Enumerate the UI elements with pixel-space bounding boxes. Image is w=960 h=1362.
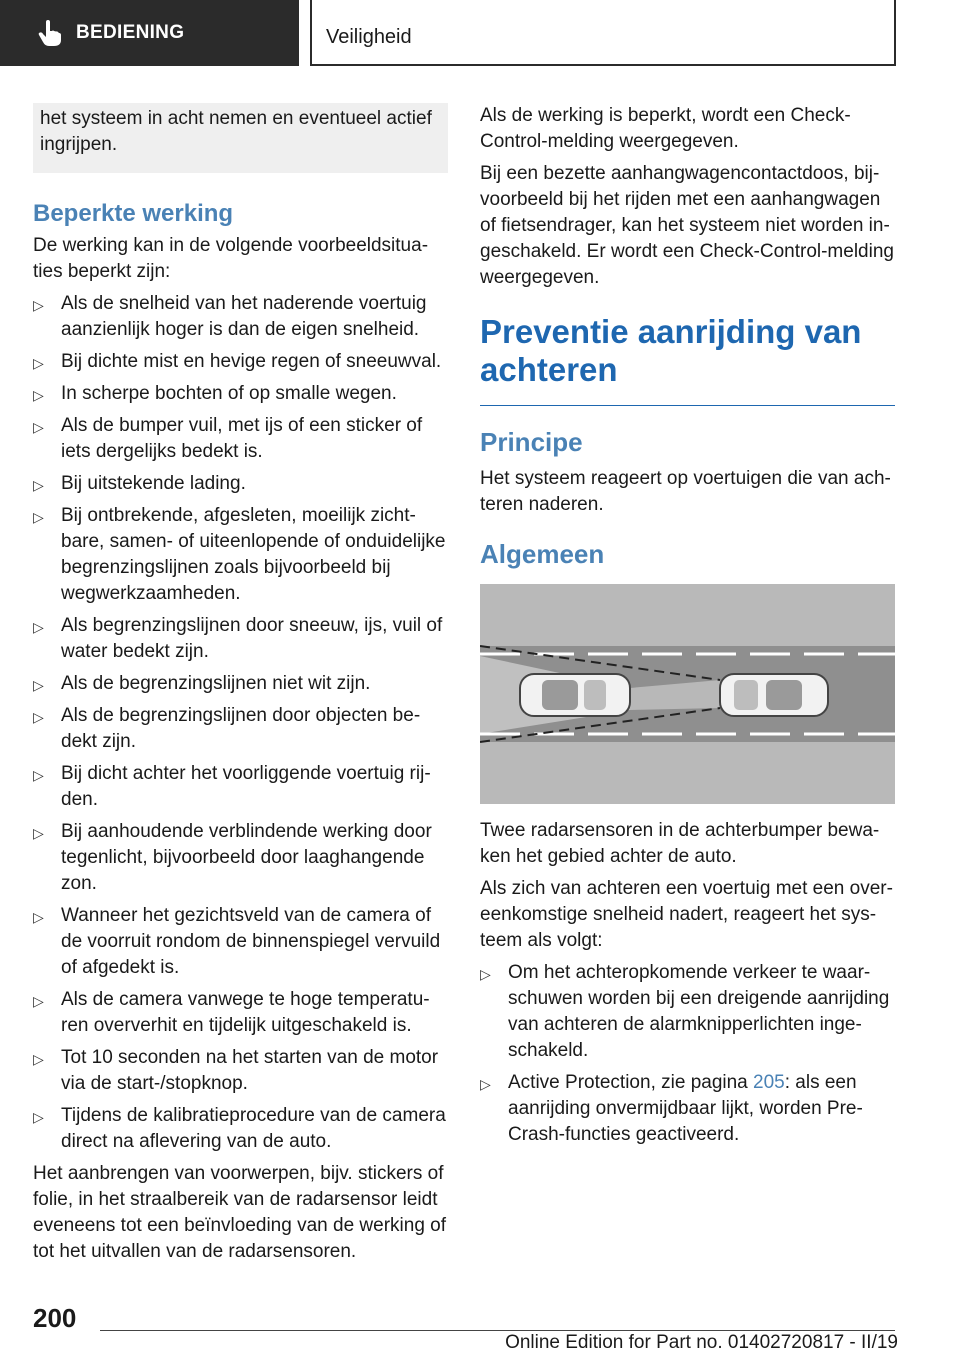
heading-principe: Principe	[480, 427, 583, 457]
list-item: ▷ Bij dicht achter het voorliggende voertuig rijden.	[33, 763, 431, 810]
section-title: Veiligheid	[310, 0, 896, 66]
triangle-bullet-icon: ▷	[33, 387, 44, 403]
triangle-bullet-icon: ▷	[33, 767, 44, 783]
note-box	[33, 103, 448, 173]
left-column	[33, 103, 448, 1271]
triangle-bullet-icon: ▷	[33, 1051, 44, 1067]
front-car-icon	[720, 674, 828, 716]
chapter-title: BEDIENING	[76, 22, 185, 43]
triangle-bullet-icon: ▷	[480, 966, 491, 982]
radar-diagram	[480, 584, 895, 804]
triangle-bullet-icon: ▷	[33, 419, 44, 435]
list-item: ▷ Als begrenzingslijnen door sneeuw, ijs, vuil of water bedekt zijn.	[33, 615, 443, 662]
right-column	[480, 103, 895, 1154]
triangle-bullet-icon: ▷	[33, 355, 44, 371]
list-item: ▷ Om het achteropkomende verkeer te waarschuwen worden bij een dreigende aanrijding van achteren de alarmknipperlichten ingeschakeld.	[480, 962, 890, 1061]
triangle-bullet-icon: ▷	[33, 677, 44, 693]
triangle-bullet-icon: ▷	[33, 477, 44, 493]
section-heading-preventie: Preventie aanrijding van achteren	[480, 313, 895, 406]
heading-beperkte-werking: Beperkte werking	[33, 200, 234, 227]
triangle-bullet-icon: ▷	[33, 619, 44, 635]
page-number: 200	[33, 1303, 77, 1333]
triangle-bullet-icon: ▷	[33, 909, 44, 925]
list-item: ▷ Als de begrenzingslijnen door objecten bedekt zijn.	[33, 705, 421, 752]
list-item: ▷ Als de begrenzingslijnen niet wit zijn.	[33, 671, 448, 697]
list-item: ▷ Bij aanhoudende verblindende werking door tegenlicht, bijvoorbeeld door laaghangende zon.	[33, 821, 432, 894]
triangle-bullet-icon: ▷	[33, 825, 44, 841]
list-item: ▷ Active Protection, zie pagina 205: als een aanrijding onvermijdbaar lijkt, worden Pre-Crash-functies geactiveerd.	[480, 1072, 863, 1145]
list-item: ▷ In scherpe bochten of op smalle wegen.	[33, 381, 448, 407]
principe-text: Het systeem reageert op voertuigen die van achteren naderen.	[480, 468, 891, 515]
list-item: ▷ Als de bumper vuil, met ijs of een sticker of iets dergelijks bedekt is.	[33, 415, 423, 462]
list-item: ▷ Bij dichte mist en hevige regen of sneeuwval.	[33, 349, 448, 375]
paragraph-radarsensoren: Twee radarsensoren in de achterbumper bewaken het gebied achter de auto.	[480, 820, 880, 867]
footer-edition: Online Edition for Part no. 01402720817 - II/19	[505, 1332, 898, 1353]
triangle-bullet-icon: ▷	[33, 709, 44, 725]
list-item: ▷ Wanneer het gezichtsveld van de camera of de voorruit rondom de binnenspiegel vervuild of afgedekt is.	[33, 905, 441, 978]
triangle-bullet-icon: ▷	[480, 1076, 491, 1092]
triangle-bullet-icon: ▷	[33, 1109, 44, 1125]
list-item: ▷ Bij ontbrekende, afgesleten, moeilijk zichtbare, samen- of uiteenlopende of onduidelijke begrenzingslijnen zoals bijvoorbeeld bij wegwerkzaamheden.	[33, 505, 446, 604]
intro-paragraph: De werking kan in de volgende voorbeeldsituaties beperkt zijn:	[33, 235, 429, 282]
rear-car-icon	[520, 674, 630, 716]
triangle-bullet-icon: ▷	[33, 993, 44, 1009]
list-item: ▷ Als de camera vanwege te hoge temperaturen oververhit en tijdelijk uitgeschakeld is.	[33, 989, 430, 1036]
footer-divider	[100, 1330, 895, 1331]
radar-illustration	[480, 584, 895, 804]
heading-algemeen: Algemeen	[480, 539, 605, 569]
chapter-tab	[0, 0, 299, 66]
list-item: ▷ Tijdens de kalibratieprocedure van de camera direct na aflevering van de auto.	[33, 1105, 446, 1152]
triangle-bullet-icon: ▷	[33, 509, 44, 525]
list-item: ▷ Tot 10 seconden na het starten van de motor via de start-/stopknop.	[33, 1047, 439, 1094]
hand-pointer-icon	[38, 20, 62, 46]
reaction-list	[480, 960, 895, 1148]
list-item: ▷ Als de snelheid van het naderende voertuig aanzienlijk hoger is dan de eigen snelheid.	[33, 293, 427, 340]
paragraph-reaction: Als zich van achteren een voertuig met een overeenkomstige snelheid nadert, reageert het systeem als volgt:	[480, 878, 893, 951]
page-link-205[interactable]: 205	[753, 1072, 785, 1093]
list-item: ▷ Bij uitstekende lading.	[33, 471, 448, 497]
paragraph-check-control: Als de werking is beperkt, wordt een Check-Control-melding weergegeven.	[480, 105, 851, 152]
triangle-bullet-icon: ▷	[33, 297, 44, 313]
limitations-list	[33, 291, 448, 1155]
outro-paragraph: Het aanbrengen van voorwerpen, bijv. stickers of folie, in het straalbereik van de radarsensor leidt eveneens tot een beïnvloeding van de werking of tot het uitvallen van de radarsensoren.	[33, 1163, 447, 1262]
paragraph-trailer: Bij een bezette aanhangwagencontactdoos, bijvoorbeeld bij het rijden met een aanhangwagen of fietsendrager, kan het systeem niet worden ingeschakeld. Er wordt een Check-Control-melding weergegeven.	[480, 163, 894, 288]
note-text: het systeem in acht nemen en eventueel actief ingrijpen.	[40, 108, 432, 155]
